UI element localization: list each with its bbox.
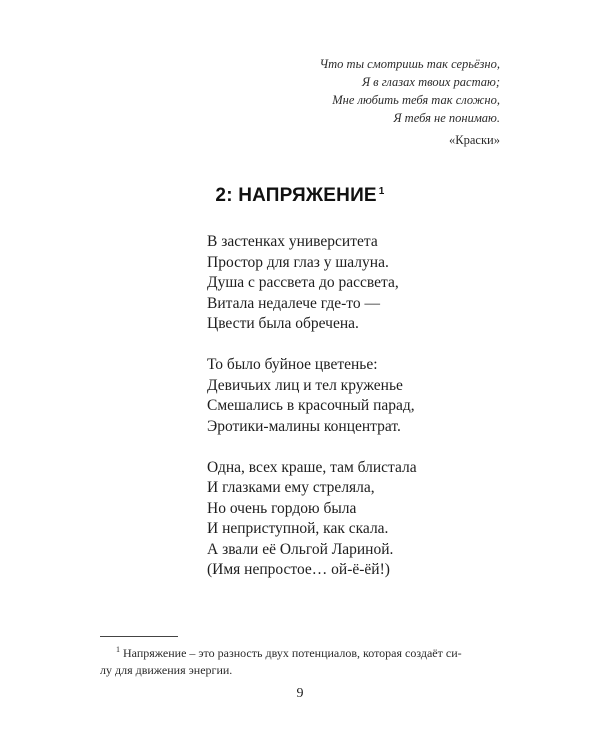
epigraph-source: «Краски» (449, 133, 500, 147)
stanza-1 (207, 232, 417, 335)
epigraph (320, 55, 500, 149)
footnote-text-1: Напряжение – это разность двух потенциалов, которая создаёт си- (120, 646, 462, 660)
poem-line: (Имя непростое… ой-ё-ёй!) (207, 561, 390, 578)
poem-line: Но очень гордою была (207, 499, 357, 517)
poem-line: Витала недалече где-то — (207, 294, 380, 312)
poem-line: Простор для глаз у шалуна. (207, 253, 389, 271)
chapter-title-text: 2: НАПРЯЖЕНИЕ (215, 185, 377, 206)
page-number: 9 (296, 686, 304, 701)
poem (207, 232, 417, 601)
poem-line: А звали её Ольгой Лариной. (207, 540, 394, 558)
epigraph-line: Что ты смотришь так серьёзно, (319, 57, 500, 71)
stanza-3 (207, 458, 417, 581)
footnote-line-1 (100, 641, 500, 662)
stanza-2 (207, 355, 417, 437)
poem-line: Одна, всех краше, там блистала (207, 458, 417, 476)
footnote-divider (100, 636, 178, 637)
chapter-footnote-mark: 1 (378, 185, 385, 197)
poem-line: Смешались в красочный парад, (207, 397, 415, 414)
chapter-title (0, 185, 600, 207)
footnote (100, 641, 500, 679)
poem-line: И глазками ему стреляла, (207, 479, 375, 496)
footnote-text-2: лу для движения энергии. (100, 663, 233, 677)
poem-line: Эротики-малины концентрат. (207, 417, 401, 435)
poem-line: И неприступной, как скала. (207, 520, 389, 537)
poem-line: Душа с рассвета до рассвета, (207, 274, 399, 291)
footnote-mark: 1 (116, 645, 120, 654)
epigraph-line: Я в глазах твоих растаю; (361, 75, 500, 89)
poem-line: Девичьих лиц и тел круженье (207, 376, 403, 394)
epigraph-line: Я тебя не понимаю. (393, 111, 500, 125)
poem-line: То было буйное цветенье: (207, 356, 378, 373)
poem-line: В застенках университета (207, 233, 378, 250)
poem-line: Цвести была обречена. (207, 315, 359, 332)
epigraph-line: Мне любить тебя так сложно, (332, 93, 500, 107)
